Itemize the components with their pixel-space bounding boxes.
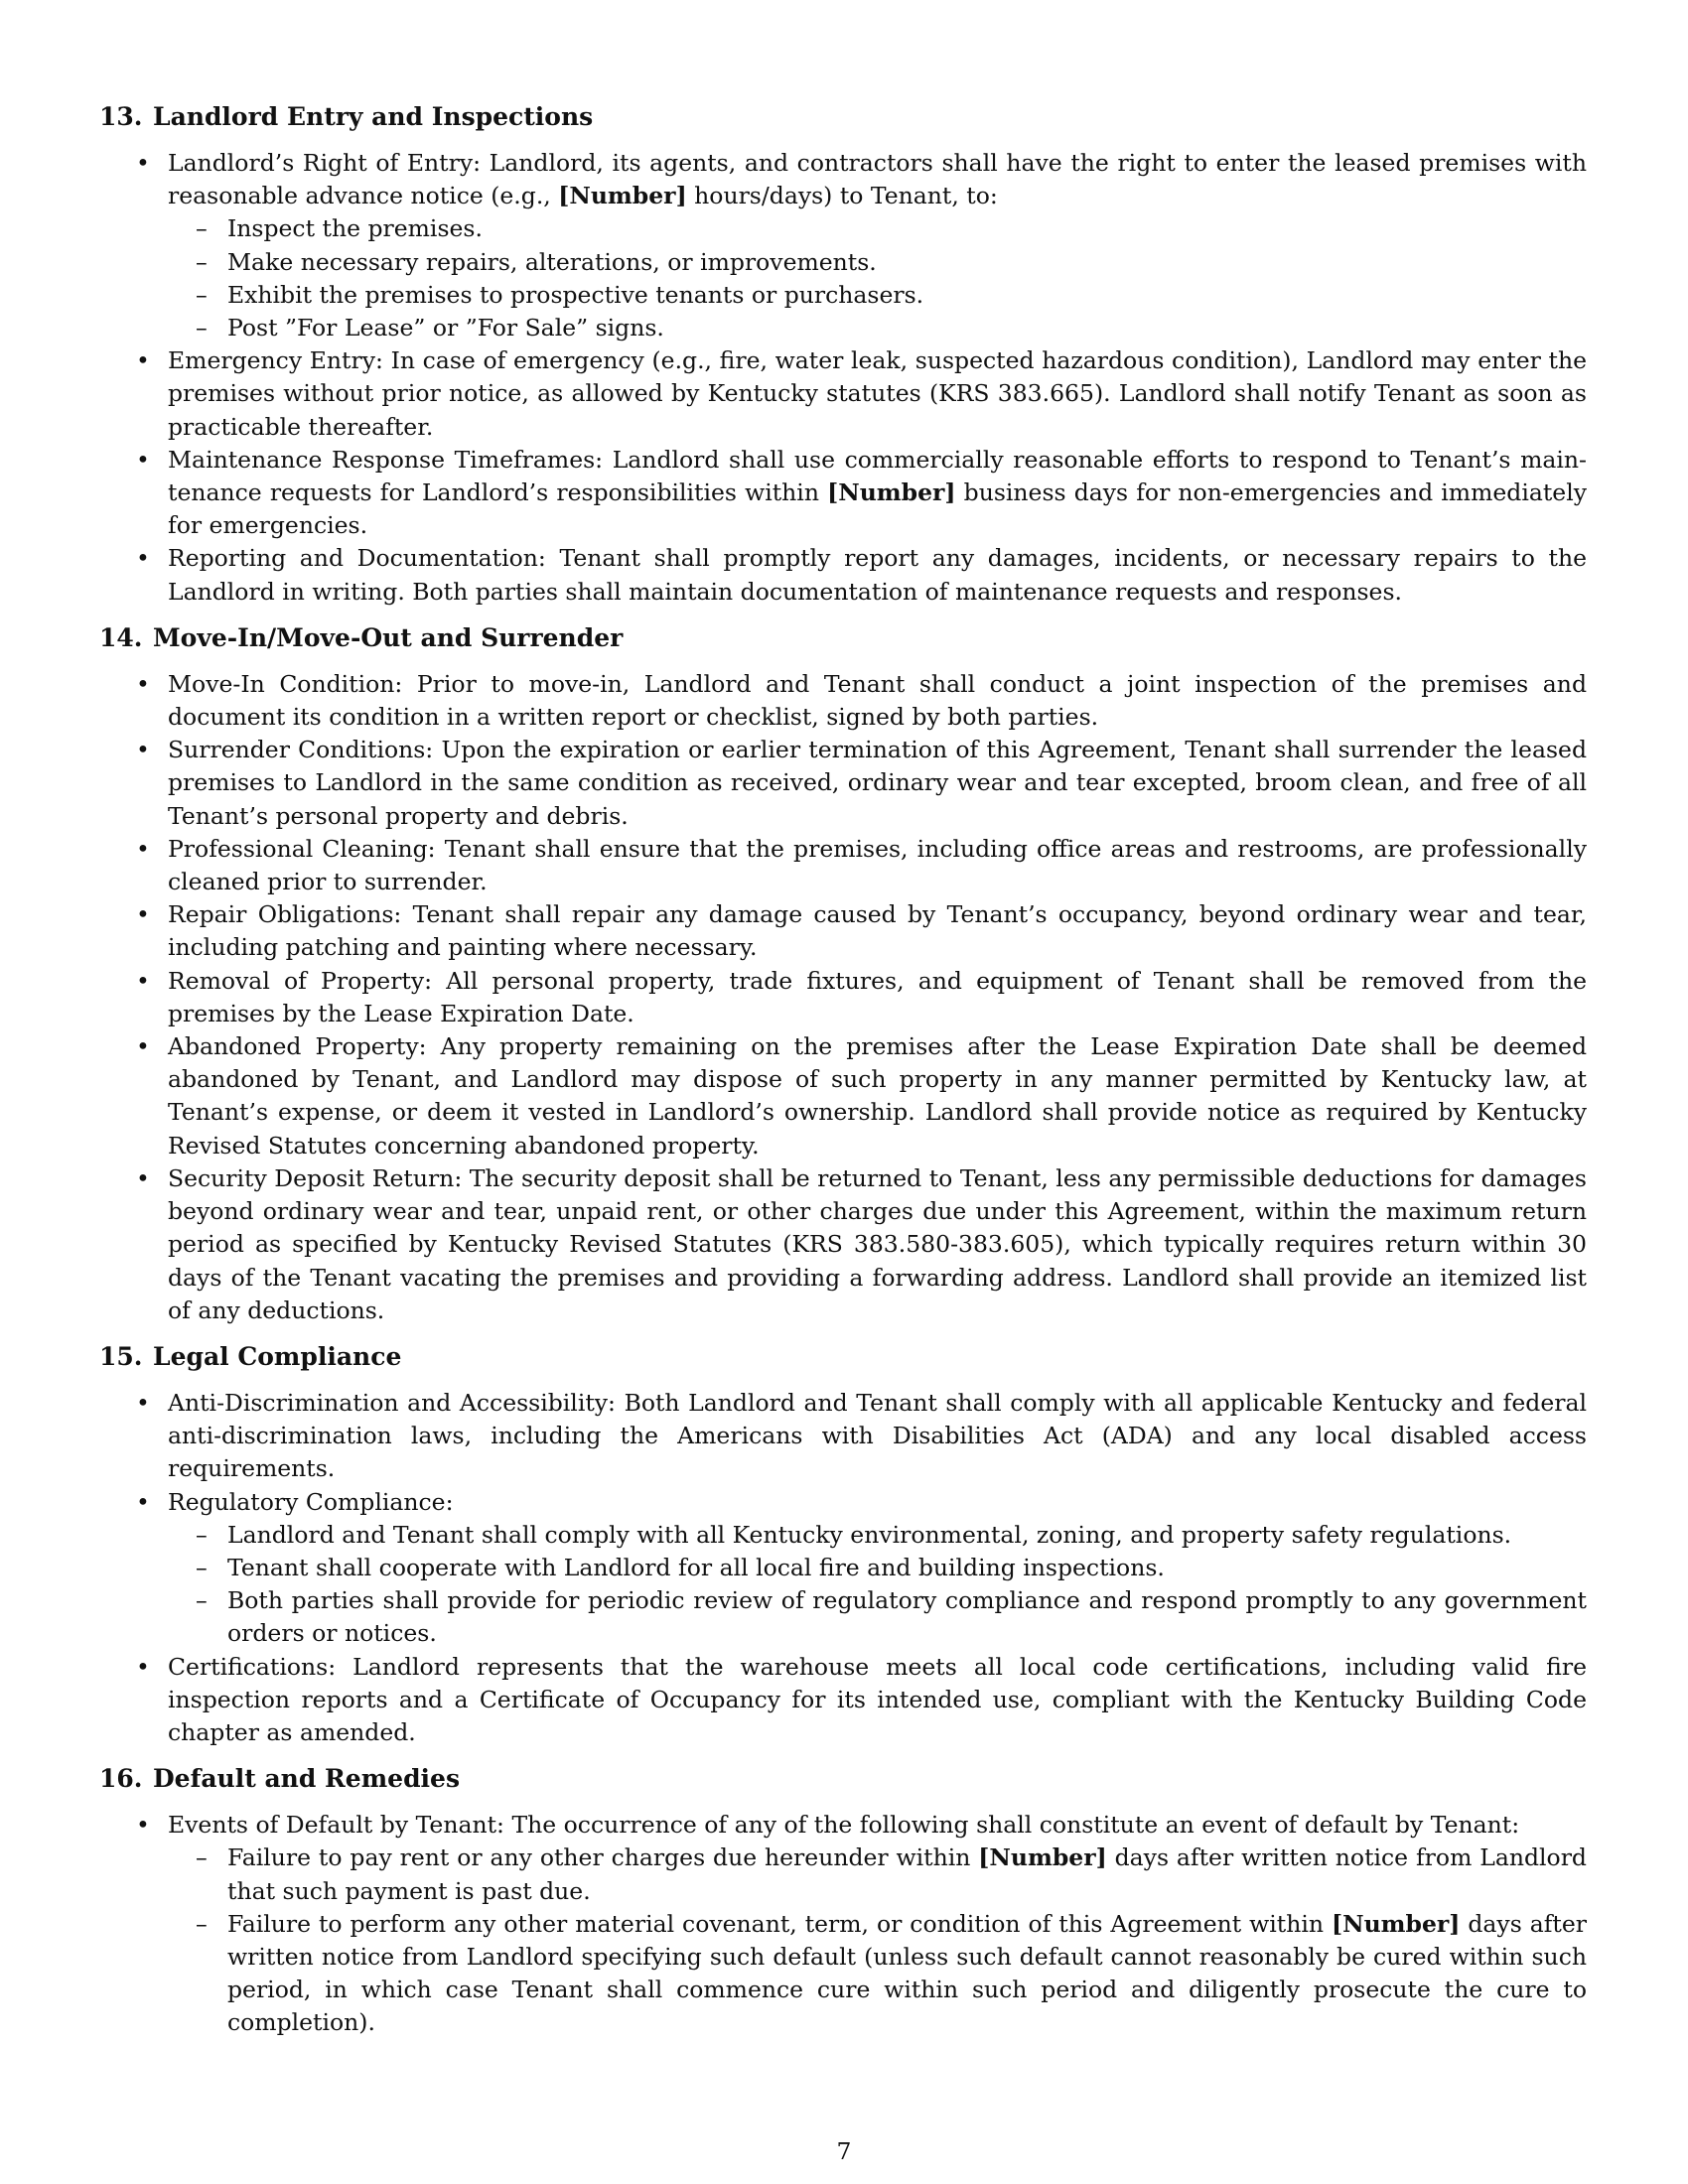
text-run: Professional Cleaning: Tenant shall ensure that the premises, including office areas and restrooms, are professionally cleaned prior to surrender. xyxy=(168,834,1587,896)
sub-list-item xyxy=(168,1908,1587,2040)
sub-list-item xyxy=(168,212,1587,245)
placeholder-field: [Number] xyxy=(827,478,956,507)
list-item xyxy=(99,965,1587,1030)
text-run: Surrender Conditions: Upon the expiration or earlier termination of this Agreement, Tenant shall surrender the leased premises to Landlord in the same condition as received, ordinary wear and tear excepted, broom clean, and free of all Tenant’s personal property and debris. xyxy=(168,736,1587,830)
list-item xyxy=(99,542,1587,608)
sub-list xyxy=(168,1842,1587,2039)
text-run: Failure to pay rent or any other charges due hereunder within xyxy=(227,1843,979,1872)
text-run: Landlord’s Right of Entry: Landlord, its agents, and contractors shall have the right to enter the leased premises with reasonable advance notice (e.g., xyxy=(168,149,1587,210)
section-14 xyxy=(99,620,1587,1327)
placeholder-field: [Number] xyxy=(978,1843,1107,1872)
text-run: Tenant shall cooperate with Landlord for all local fire and building inspections. xyxy=(227,1553,1165,1581)
sub-list-item xyxy=(168,1519,1587,1552)
text-run: Make necessary repairs, alterations, or improvements. xyxy=(227,247,877,276)
text-run: Emergency Entry: In case of emergency (e.g., fire, water leak, suspected hazardous condition), Landlord may enter the premises without prior notice, as allowed by Kentucky statutes (KRS 383.665). Landlord shall notify Tenant as soon as practicable thereafter. xyxy=(168,346,1587,441)
section-heading xyxy=(99,1761,1587,1797)
section-13 xyxy=(99,99,1587,609)
text-run: Move-In Condition: Prior to move-in, Landlord and Tenant shall conduct a joint inspection of the premises and document its condition in a written report or checklist, signed by both parties. xyxy=(168,669,1587,732)
section-heading xyxy=(99,620,1587,656)
text-run: business days for non-emergencies and immediately for emergencies. xyxy=(168,478,1587,540)
list-item xyxy=(99,1387,1587,1486)
sub-list-item xyxy=(168,1552,1587,1584)
section-16 xyxy=(99,1761,1587,2039)
text-run: Reporting and Documentation: Tenant shall promptly report any damages, incidents, or necessary repairs to the Landlord in writing. Both parties shall maintain documentation of maintenance requests and responses. xyxy=(168,544,1587,606)
sub-list-item xyxy=(168,246,1587,279)
text-run: Certifications: Landlord represents that the warehouse meets all local code certifications, including valid fire inspection reports and a Certificate of Occupancy for its intended use, compliant with the Kentucky Building Code chapter as amended. xyxy=(168,1652,1587,1746)
text-run: Security Deposit Return: The security deposit shall be returned to Tenant, less any permissible deductions for damages beyond ordinary wear and tear, unpaid rent, or other charges due under this Agreement, within the maximum return period as specified by Kentucky Revised Statutes (KRS 383.580-383.605), which typically requires return within 30 days of the Tenant vacating the premises and providing a forwarding address. Landlord shall provide an itemized list of any deductions. xyxy=(168,1163,1587,1324)
list-item xyxy=(99,1651,1587,1750)
list-item xyxy=(99,668,1587,734)
sub-list-item xyxy=(168,1842,1587,1907)
text-run: Inspect the premises. xyxy=(227,214,483,243)
text-run: Repair Obligations: Tenant shall repair any damage caused by Tenant’s occupancy, beyond ordinary wear and tear, including patching and painting where necessary. xyxy=(168,900,1587,962)
text-run: Abandoned Property: Any property remaining on the premises after the Lease Expiration Date shall be deemed abandoned by Tenant, and Landlord may dispose of such property in any manner permitted by Kentucky law, at Tenant’s expense, or deem it vested in Landlord’s ownership. Landlord shall provide notice as required by Kentucky Revised Statutes concerning abandoned property. xyxy=(168,1032,1587,1160)
section-title: Default and Remedies xyxy=(153,1764,461,1794)
text-run: Failure to perform any other material covenant, term, or condition of this Agreement within xyxy=(227,1909,1332,1938)
section-number: 16. xyxy=(99,1764,143,1794)
text-run: Anti-Discrimination and Accessibility: Both Landlord and Tenant shall comply with all applicable Kentucky and federal anti-discrimination laws, including the Americans with Disabilities Act (ADA) and any local disabled access requirements. xyxy=(168,1388,1587,1483)
sub-list-item xyxy=(168,279,1587,312)
section-15 xyxy=(99,1339,1587,1749)
placeholder-field: [Number] xyxy=(558,182,687,210)
text-run: Both parties shall provide for periodic review of regulatory compliance and respond promptly to any government orders or notices. xyxy=(227,1586,1587,1648)
list-item xyxy=(99,1486,1587,1651)
list-item xyxy=(99,1030,1587,1162)
sub-list-item xyxy=(168,1584,1587,1650)
section-number: 13. xyxy=(99,102,143,131)
section-number: 14. xyxy=(99,622,143,652)
bullet-list xyxy=(99,668,1587,1327)
sub-list xyxy=(168,1519,1587,1651)
text-run: days after written notice from Landlord that such payment is past due. xyxy=(227,1843,1587,1905)
list-item xyxy=(99,1162,1587,1327)
section-heading xyxy=(99,1339,1587,1375)
sub-list xyxy=(168,212,1587,344)
section-number: 15. xyxy=(99,1341,143,1371)
text-run: Events of Default by Tenant: The occurrence of any of the following shall constitute an event of default by Tenant: xyxy=(168,1811,1520,1840)
list-item xyxy=(99,833,1587,898)
list-item xyxy=(99,898,1587,964)
list-item xyxy=(99,344,1587,444)
list-item xyxy=(99,444,1587,543)
text-run: Removal of Property: All personal property, trade fixtures, and equipment of Tenant shall be removed from the premises by the Lease Expiration Date. xyxy=(168,966,1587,1027)
bullet-list xyxy=(99,147,1587,609)
text-run: Regulatory Compliance: xyxy=(168,1487,454,1516)
bullet-list xyxy=(99,1809,1587,2039)
section-title: Legal Compliance xyxy=(153,1341,402,1371)
page-number: 7 xyxy=(836,2137,852,2165)
section-heading xyxy=(99,99,1587,135)
text-run: Post ”For Lease” or ”For Sale” signs. xyxy=(227,314,664,342)
text-run: days after written notice from Landlord specifying such default (unless such default cannot reasonably be cured within such period, in which case Tenant shall commence cure within such period and diligently prosecute the cure to completion). xyxy=(227,1909,1587,2037)
text-run: hours/days) to Tenant, to: xyxy=(686,182,998,210)
document-page xyxy=(99,99,1587,2052)
placeholder-field: [Number] xyxy=(1331,1909,1461,1938)
section-title: Move-In/Move-Out and Surrender xyxy=(153,622,624,652)
sub-list-item xyxy=(168,312,1587,344)
text-run: Landlord and Tenant shall comply with all Kentucky environmental, zoning, and property safety regulations. xyxy=(227,1520,1512,1549)
list-item xyxy=(99,734,1587,833)
bullet-list xyxy=(99,1387,1587,1749)
text-run: Exhibit the premises to prospective tenants or purchasers. xyxy=(227,280,924,309)
section-title: Landlord Entry and Inspections xyxy=(153,102,594,131)
text-run: Maintenance Response Timeframes: Landlord shall use commercially reasonable efforts to respond to Tenant’s maintenance requests for Landlord’s responsibilities within xyxy=(168,445,1587,507)
list-item xyxy=(99,1809,1587,2039)
list-item xyxy=(99,147,1587,344)
